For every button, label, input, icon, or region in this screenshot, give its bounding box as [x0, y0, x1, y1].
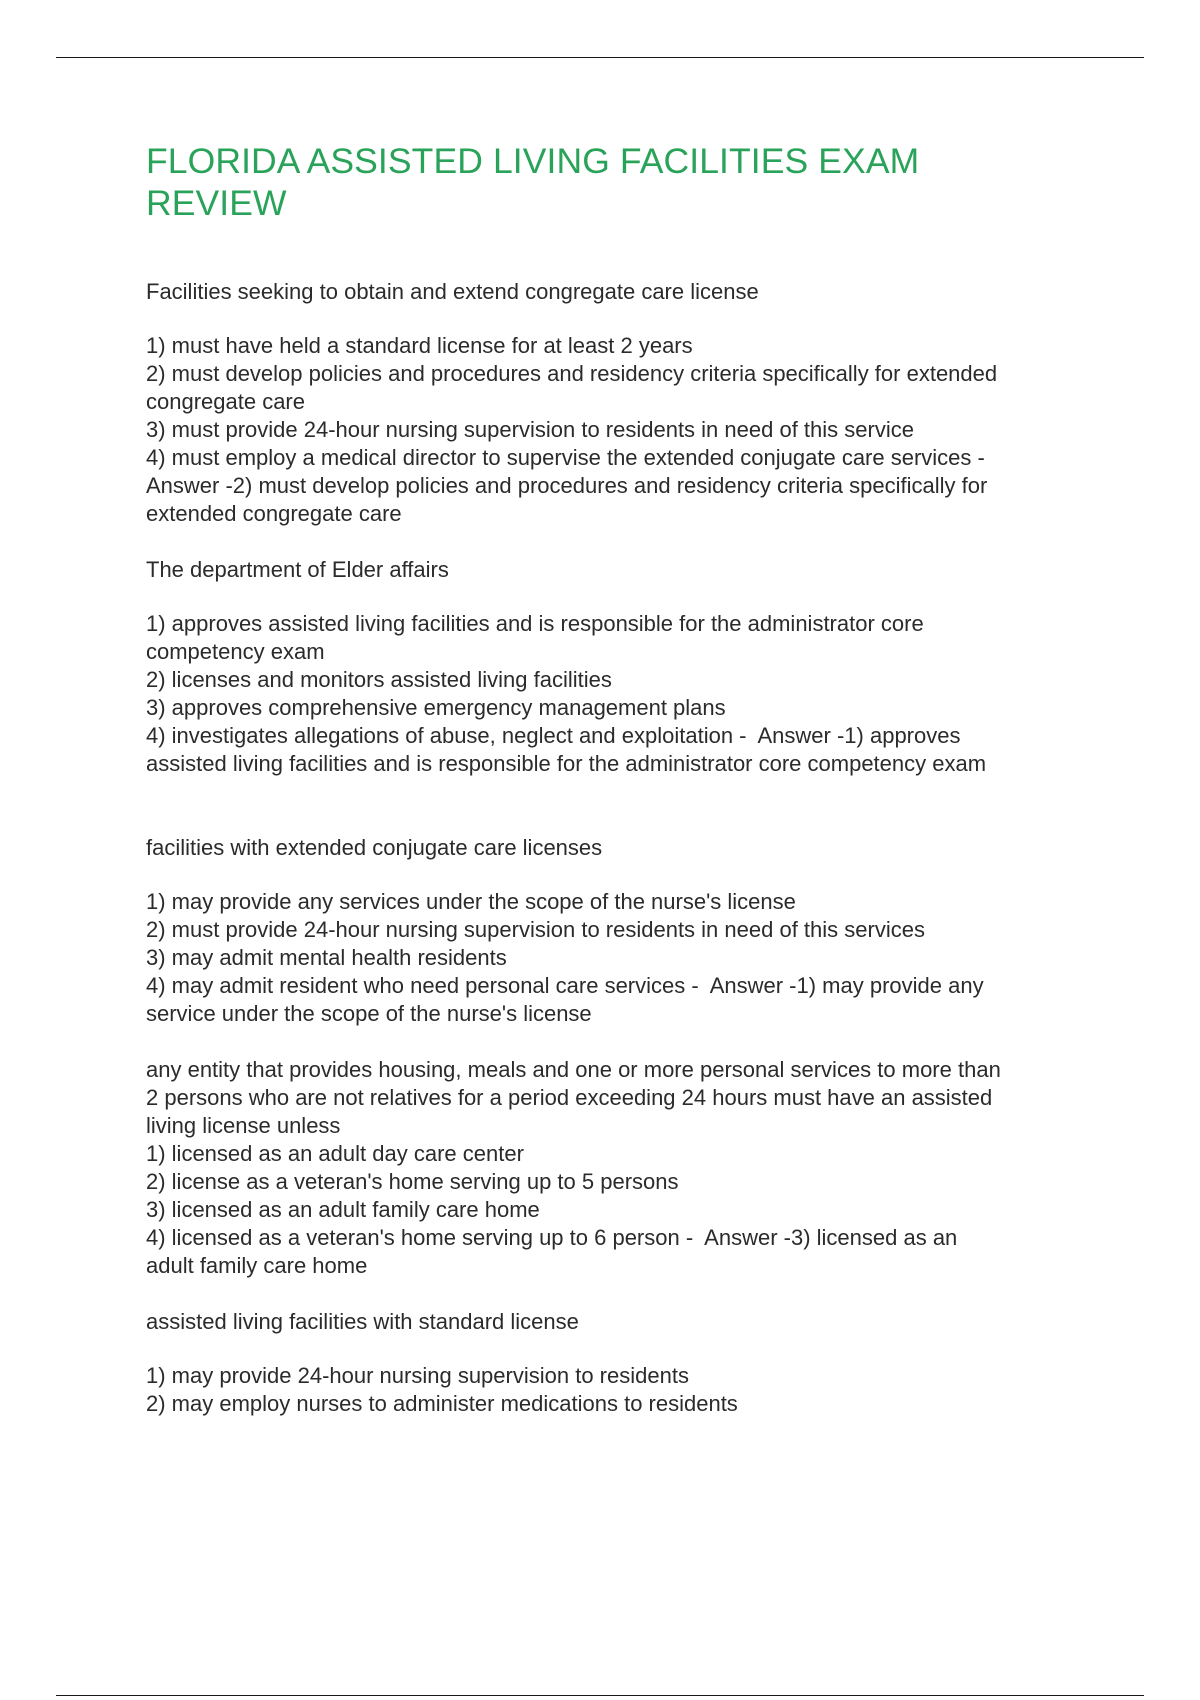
question-prompt: facilities with extended conjugate care licenses	[146, 835, 603, 860]
option-line: 1) approves assisted living facilities and is responsible for the administrator core	[146, 611, 924, 636]
question-options	[146, 610, 1096, 778]
document-body	[146, 140, 1096, 1418]
title-line-1: FLORIDA ASSISTED LIVING FACILITIES EXAM	[146, 141, 920, 181]
question-prompt: assisted living facilities with standard license	[146, 1309, 579, 1334]
question-block-3	[146, 834, 1096, 1028]
question-options	[146, 1362, 1096, 1418]
option-line: competency exam	[146, 639, 325, 664]
answer-line: Answer -2) must develop policies and procedures and residency criteria specifically for	[146, 473, 988, 498]
option-line: 1) licensed as an adult day care center	[146, 1141, 524, 1166]
option-line: 2) must develop policies and procedures and residency criteria specifically for extended	[146, 361, 998, 386]
option-line: 2) must provide 24-hour nursing supervision to residents in need of this services	[146, 917, 925, 942]
question-block-5	[146, 1308, 1096, 1418]
question-block-4	[146, 1056, 1096, 1280]
question-options	[146, 332, 1096, 528]
question-options	[146, 888, 1096, 1028]
question-options	[146, 1056, 1096, 1280]
option-line: 2) may employ nurses to administer medications to residents	[146, 1391, 738, 1416]
option-line: 3) approves comprehensive emergency management plans	[146, 695, 726, 720]
option-line: congregate care	[146, 389, 305, 414]
option-line: 3) licensed as an adult family care home	[146, 1197, 540, 1222]
option-line: 4) licensed as a veteran's home serving up to 6 person - Answer -3) licensed as an	[146, 1225, 958, 1250]
question-prompt-line: living license unless	[146, 1113, 341, 1138]
option-line: 4) may admit resident who need personal care services - Answer -1) may provide any	[146, 973, 984, 998]
option-line: 2) license as a veteran's home serving up to 5 persons	[146, 1169, 679, 1194]
option-line: 4) investigates allegations of abuse, neglect and exploitation - Answer -1) approves	[146, 723, 961, 748]
option-line: 4) must employ a medical director to supervise the extended conjugate care services -	[146, 445, 985, 470]
option-line: 1) may provide 24-hour nursing supervision to residents	[146, 1363, 689, 1388]
option-line: 2) licenses and monitors assisted living facilities	[146, 667, 612, 692]
bottom-rule	[56, 1695, 1144, 1696]
question-block-1	[146, 278, 1096, 528]
question-block-2	[146, 556, 1096, 778]
option-line: 1) must have held a standard license for at least 2 years	[146, 333, 693, 358]
question-prompt-line: any entity that provides housing, meals and one or more personal services to more than	[146, 1057, 1001, 1082]
option-line: 1) may provide any services under the scope of the nurse's license	[146, 889, 796, 914]
title-line-2: REVIEW	[146, 183, 287, 223]
answer-line: adult family care home	[146, 1253, 368, 1278]
answer-line: extended congregate care	[146, 501, 402, 526]
option-line: 3) may admit mental health residents	[146, 945, 507, 970]
option-line: 3) must provide 24-hour nursing supervision to residents in need of this service	[146, 417, 914, 442]
answer-line: service under the scope of the nurse's license	[146, 1001, 592, 1026]
top-rule	[56, 57, 1144, 58]
question-prompt: Facilities seeking to obtain and extend congregate care license	[146, 279, 759, 304]
document-title	[146, 140, 1096, 224]
answer-line: assisted living facilities and is responsible for the administrator core competency exam	[146, 751, 987, 776]
question-prompt: The department of Elder affairs	[146, 557, 449, 582]
question-prompt-line: 2 persons who are not relatives for a period exceeding 24 hours must have an assisted	[146, 1085, 993, 1110]
